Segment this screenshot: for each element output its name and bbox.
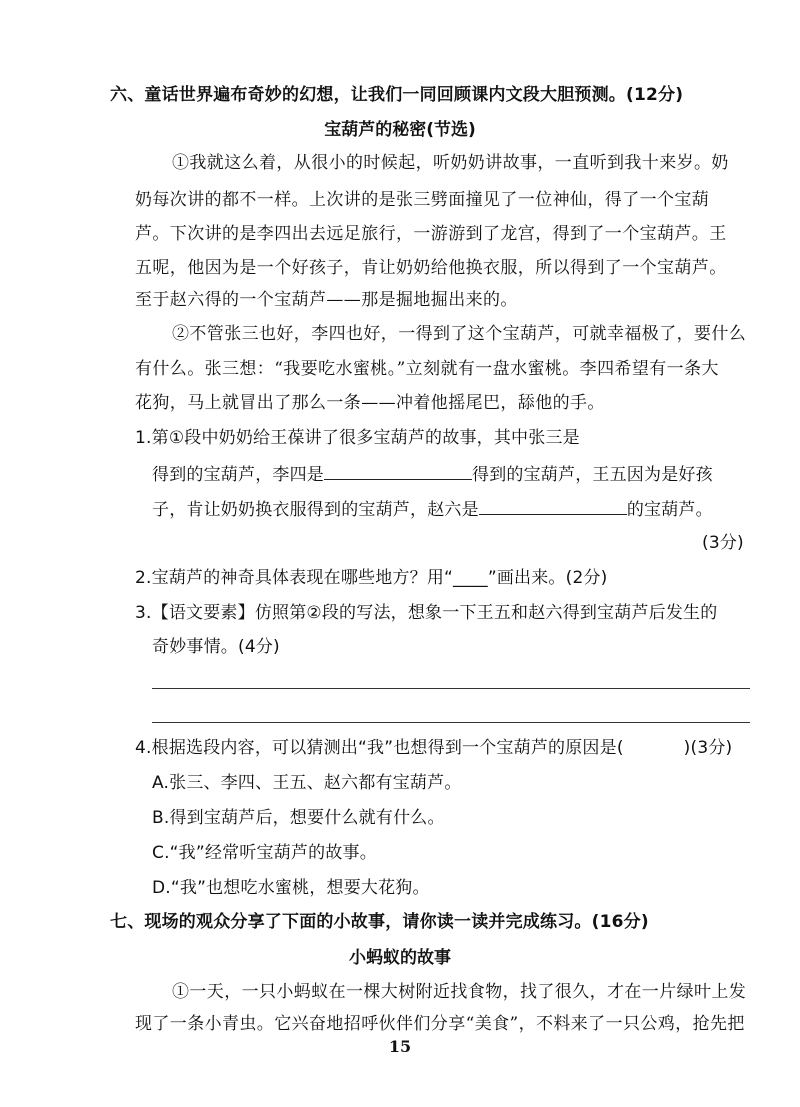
option-b[interactable]: B.得到宝葫芦后，想要什么就有什么。: [152, 808, 445, 828]
answer-writing-line-1[interactable]: [152, 688, 750, 689]
question-1-line-3: [152, 496, 713, 520]
answer-blank-lisi[interactable]: [324, 461, 472, 480]
question-1-text: 的宝葫芦。: [626, 500, 713, 520]
option-d[interactable]: D.“我”也想吃水蜜桃，想要大花狗。: [152, 878, 430, 898]
paragraph-line: ①一天，一只小蚂蚁在一棵大树附近找食物，找了很久，才在一片绿叶上发: [172, 982, 747, 1002]
question-1-text: 得到的宝葫芦，王五因为是好孩: [472, 465, 713, 485]
question-1-text: 得到的宝葫芦，李四是: [152, 465, 324, 485]
option-a[interactable]: A.张三、李四、王五、赵六都有宝葫芦。: [152, 773, 462, 793]
paragraph-line: 五呢，他因为是一个好孩子，肯让奶奶给他换衣服，所以得到了一个宝葫芦。: [135, 258, 727, 278]
question-2: 2.宝葫芦的神奇具体表现在哪些地方？用“____”画出来。(2分): [135, 568, 608, 588]
paragraph-line: 至于赵六得的一个宝葫芦——那是掘地掘出来的。: [135, 290, 518, 310]
answer-blank-zhaoliu[interactable]: [479, 496, 627, 515]
option-c[interactable]: C.“我”经常听宝葫芦的故事。: [152, 843, 377, 863]
question-4-stem: [135, 736, 732, 760]
paragraph-line: 花狗，马上就冒出了那么一条——冲着他摇尾巴，舔他的手。: [135, 393, 605, 413]
question-4-text: 4.根据选段内容，可以猜测出“我”也想得到一个宝葫芦的原因是(: [135, 738, 624, 758]
page-number: 15: [388, 1037, 412, 1056]
answer-writing-line-2[interactable]: [152, 722, 750, 723]
question-3-line-2: 奇妙事情。(4分): [152, 637, 280, 657]
question-1-score: (3分): [702, 533, 744, 553]
paragraph-line: ①我就这么着，从很小的时候起，听奶奶讲故事，一直听到我十来岁。奶: [172, 153, 729, 173]
question-4-text: )(3分): [683, 738, 733, 758]
question-3-line-1: 3.【语文要素】仿照第②段的写法，想象一下王五和赵六得到宝葫芦后发生的: [135, 603, 718, 623]
passage-title-baohulu: 宝葫芦的秘密(节选): [324, 120, 476, 140]
question-1-line-2: [152, 461, 713, 485]
paragraph-line: ②不管张三也好，李四也好，一得到了这个宝葫芦，可就幸福极了，要什么: [172, 324, 747, 344]
question-1-text: 子，肯让奶奶换衣服得到的宝葫芦，赵六是: [152, 500, 479, 520]
section-7-heading: 七、现场的观众分享了下面的小故事，请你读一读并完成练习。(16分): [110, 912, 649, 932]
paragraph-line: 芦。下次讲的是李四出去远足旅行，一游游到了龙宫，得到了一个宝葫芦。王: [135, 224, 727, 244]
paragraph-line: 现了一条小青虫。它兴奋地招呼伙伴们分享“美食”，不料来了一只公鸡，抢先把: [135, 1014, 745, 1034]
paragraph-line: 有什么。张三想：“我要吃水蜜桃。”立刻就有一盘水蜜桃。李四希望有一条大: [135, 359, 719, 379]
question-1-line-1: 1.第①段中奶奶给王葆讲了很多宝葫芦的故事，其中张三是: [135, 428, 580, 448]
passage-title-ant: 小蚂蚁的故事: [349, 948, 451, 968]
paragraph-line: 奶每次讲的都不一样。上次讲的是张三劈面撞见了一位神仙，得了一个宝葫: [135, 190, 710, 210]
section-6-heading: 六、童话世界遍布奇妙的幻想，让我们一同回顾课内文段大胆预测。(12分): [110, 85, 684, 105]
